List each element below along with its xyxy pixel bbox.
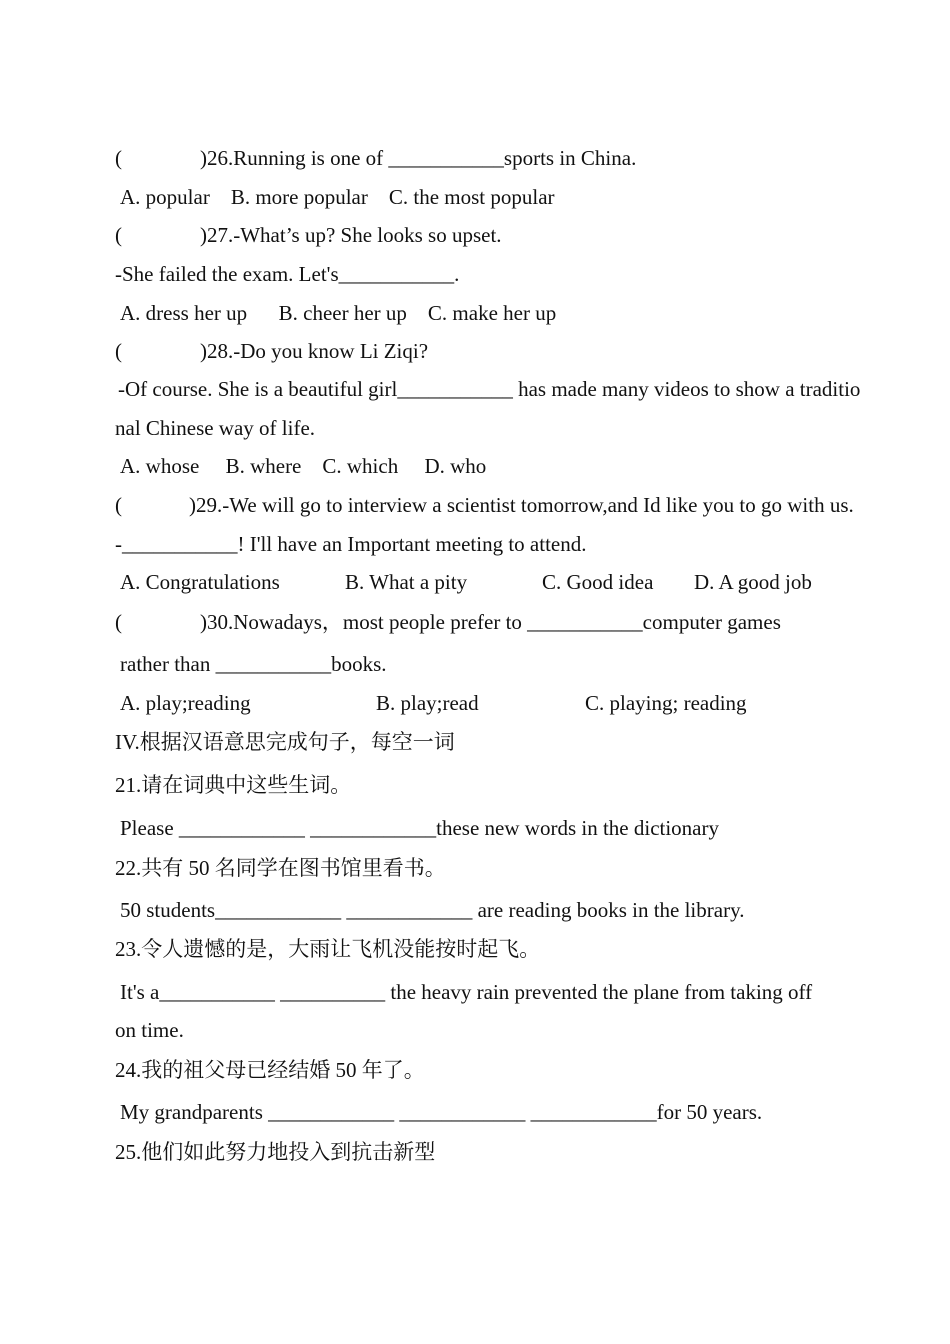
q28-bracket: (: [115, 339, 122, 363]
q30-option-c: C. playing; reading: [585, 691, 747, 715]
q30-line2: rather than ___________books.: [120, 652, 387, 676]
q30-option-b: B. play;read: [376, 691, 479, 715]
q23-english-cont: on time.: [115, 1018, 184, 1042]
q29-option-c: C. Good idea: [542, 570, 654, 594]
q22-chinese: 22.共有 50 名同学在图书馆里看书。: [115, 856, 446, 880]
q26-stem: )26.Running is one of ___________sports in China.: [200, 146, 637, 170]
q29-line2: -___________! I'll have an Important meeting to attend.: [115, 532, 587, 556]
q24-english: My grandparents ____________ ____________ ____________for 50 years.: [120, 1100, 763, 1124]
q29-option-b: B. What a pity: [345, 570, 468, 594]
q30-stem: )30.Nowadays，most people prefer to ___________computer games: [200, 610, 781, 634]
q27-bracket: (: [115, 223, 122, 247]
q26-bracket: (: [115, 146, 122, 170]
q27-options: A. dress her up B. cheer her up C. make her up: [120, 301, 557, 325]
q23-chinese: 23.令人遗憾的是，大雨让飞机没能按时起飞。: [115, 937, 541, 961]
q29-option-d: D. A good job: [694, 570, 812, 594]
q28-stem: )28.-Do you know Li Ziqi?: [200, 339, 429, 363]
q23-english: It's a___________ __________ the heavy rain prevented the plane from taking off: [120, 980, 813, 1004]
q27-line2: -She failed the exam. Let's___________.: [115, 262, 460, 286]
q27-stem: )27.-What’s up? She looks so upset.: [200, 223, 502, 247]
q30-option-a: A. play;reading: [120, 691, 251, 715]
q21-chinese: 21.请在词典中这些生词。: [115, 773, 352, 797]
q28-line2: -Of course. She is a beautiful girl___________ has made many videos to show a traditio: [118, 377, 861, 401]
q28-options: A. whose B. where C. which D. who: [120, 454, 487, 478]
q21-english: Please ____________ ____________these new words in the dictionary: [120, 816, 719, 840]
q22-english: 50 students____________ ____________ are reading books in the library.: [120, 898, 745, 922]
q25-chinese: 25.他们如此努力地投入到抗击新型: [115, 1140, 436, 1164]
q28-line3: nal Chinese way of life.: [115, 416, 316, 440]
q29-bracket: (: [115, 493, 122, 517]
q24-chinese: 24.我的祖父母已经结婚 50 年了。: [115, 1058, 425, 1082]
section-iv-heading: IV.根据汉语意思完成句子，每空一词: [115, 730, 455, 754]
q29-option-a: A. Congratulations: [120, 570, 280, 594]
q26-options: A. popular B. more popular C. the most popular: [120, 185, 555, 209]
q30-bracket: (: [115, 610, 122, 634]
q29-stem: )29.-We will go to interview a scientist tomorrow,and Id like you to go with us.: [189, 493, 854, 517]
